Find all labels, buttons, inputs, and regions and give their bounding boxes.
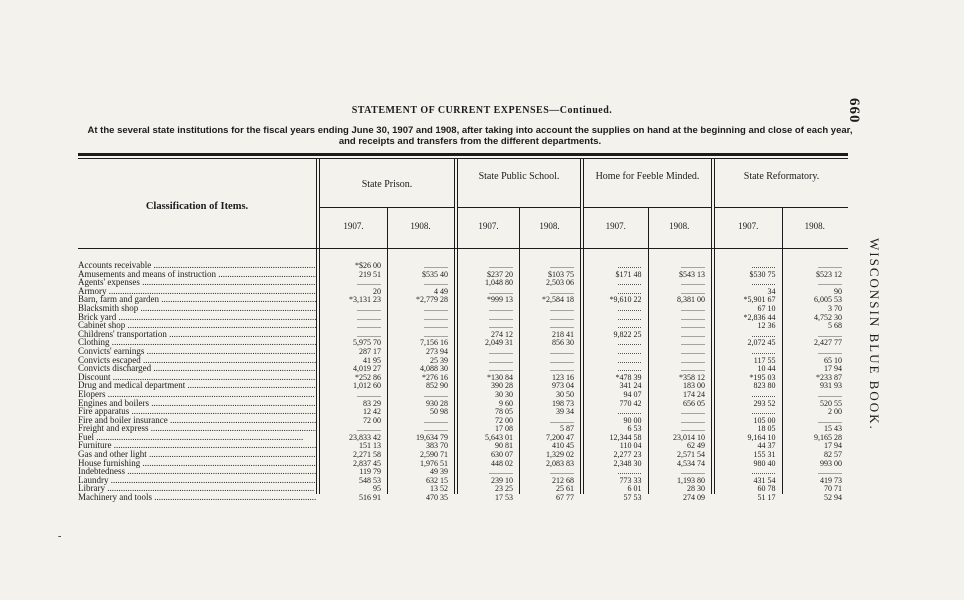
row-label: Drug and medical department ..... — [78, 381, 316, 390]
row-value: 12 42 — [363, 407, 381, 417]
row-value: 856 30 — [552, 338, 574, 348]
row-value: 12 36 — [757, 321, 776, 331]
table-row — [78, 295, 848, 304]
row-value: *3,131 23 — [349, 295, 381, 305]
body-divider — [316, 249, 317, 494]
row-value: 110 04 — [619, 441, 642, 451]
row-value: *5,901 67 — [743, 295, 776, 305]
row-value: 44 37 — [757, 441, 776, 451]
row-value: 5 68 — [828, 321, 842, 331]
row-label: Cabinet shop ..... — [78, 321, 316, 330]
row-value: *2,584 18 — [542, 295, 574, 305]
row-value: 5,975 70 — [353, 338, 381, 348]
row-value: 2 00 — [828, 407, 842, 417]
row-label: Laundry ..... — [78, 476, 316, 485]
row-value: *2,779 28 — [416, 295, 448, 305]
group-divider — [454, 159, 455, 248]
row-value: 62 49 — [687, 441, 705, 451]
body-divider — [454, 249, 455, 494]
row-label: Library ..... — [78, 484, 316, 493]
row-value: 30 50 — [556, 389, 574, 399]
body-divider — [319, 249, 320, 494]
row-value: 70 71 — [824, 484, 842, 494]
row-label: Fuel ..... — [78, 433, 316, 442]
group-header: State Prison. — [361, 179, 413, 190]
expenses-table — [78, 153, 848, 502]
row-value: 287 17 — [359, 346, 381, 356]
table-row — [78, 338, 848, 347]
row-value: *358 12 — [679, 372, 705, 382]
row-value: 174 24 — [683, 389, 705, 399]
row-value: 17 94 — [824, 441, 842, 451]
row-value: 6 53 — [627, 424, 642, 434]
row-value: 770 42 — [619, 398, 642, 408]
row-value: 218 41 — [552, 329, 574, 339]
row-value: 470 35 — [426, 493, 448, 503]
row-value: 90 — [834, 286, 842, 296]
table-row — [78, 441, 848, 450]
row-value: *9,610 22 — [609, 295, 642, 305]
group-header: State Reformatory. — [743, 171, 820, 182]
row-value: 72 00 — [495, 415, 513, 425]
year-header: 1908. — [804, 221, 825, 231]
table-row — [78, 424, 848, 433]
year-header: 1908. — [669, 221, 690, 231]
row-value: 15 43 — [824, 424, 842, 434]
row-value: *478 39 — [615, 372, 642, 382]
row-value: 980 40 — [753, 458, 776, 468]
row-value: $543 13 — [679, 269, 705, 279]
row-value: 7,200 47 — [546, 432, 574, 442]
table-row — [78, 484, 848, 493]
table-row — [78, 390, 848, 399]
row-value: 9,164 10 — [747, 432, 776, 442]
row-value: 13 52 — [430, 484, 448, 494]
table-row — [78, 330, 848, 339]
table-row — [78, 373, 848, 382]
row-value: 12,344 58 — [609, 432, 642, 442]
row-value: 67 10 — [757, 303, 776, 313]
body-divider — [714, 249, 715, 494]
row-value: $530 75 — [749, 269, 776, 279]
year-header: 1907. — [343, 221, 364, 231]
row-value: 293 52 — [753, 398, 776, 408]
group-divider — [319, 159, 320, 248]
row-value: 4,019 27 — [353, 364, 381, 374]
row-value: 117 55 — [753, 355, 776, 365]
group-divider — [316, 159, 317, 248]
table-row — [78, 356, 848, 365]
row-value: 931 93 — [820, 381, 842, 391]
row-value: 2,503 06 — [546, 278, 574, 288]
row-value: 4,534 74 — [677, 458, 705, 468]
row-value: 52 94 — [824, 493, 842, 503]
row-value: 274 12 — [491, 329, 513, 339]
body-divider — [457, 249, 458, 494]
row-label: Accounts receivable ..... — [78, 261, 316, 270]
row-value: 6,005 53 — [814, 295, 842, 305]
row-value: 198 73 — [552, 398, 574, 408]
row-value: 1,976 51 — [420, 458, 448, 468]
row-value: *233 87 — [816, 372, 842, 382]
row-value: 852 90 — [426, 381, 448, 391]
table-row — [78, 381, 848, 390]
row-value: 773 33 — [619, 475, 642, 485]
row-label: Armory ..... — [78, 287, 316, 296]
table-row — [78, 433, 848, 442]
row-value: 9 60 — [499, 398, 513, 408]
row-value: 20 — [373, 286, 381, 296]
body-divider — [648, 249, 649, 494]
table-row — [78, 270, 848, 279]
row-value: 9,822 25 — [613, 329, 642, 339]
row-value: 183 00 — [683, 381, 705, 391]
row-value: 94 07 — [623, 389, 642, 399]
row-value: 2,049 31 — [485, 338, 513, 348]
row-value: 23,014 10 — [673, 432, 705, 442]
row-value: *$26 00 — [355, 261, 381, 270]
table-row — [78, 407, 848, 416]
row-value: 273 94 — [426, 346, 448, 356]
row-label: Engines and boilers ..... — [78, 399, 316, 408]
row-value: 19,634 79 — [416, 432, 448, 442]
row-value: 23 25 — [495, 484, 513, 494]
row-label: Freight and express ..... — [78, 424, 316, 433]
row-value: 2,837 45 — [353, 458, 381, 468]
row-value: 155 31 — [753, 450, 776, 460]
year-header: 1907. — [738, 221, 759, 231]
row-value: *195 03 — [749, 372, 776, 382]
row-value: $523 12 — [816, 269, 842, 279]
row-label: Machinery and tools ..... — [78, 493, 316, 502]
row-value: 10 44 — [757, 364, 776, 374]
row-value: 8,381 00 — [677, 295, 705, 305]
body-divider — [782, 249, 783, 494]
row-value: 65 10 — [824, 355, 842, 365]
row-value: 57 53 — [623, 493, 642, 503]
row-value: 341 24 — [619, 381, 642, 391]
row-label: House furnishing ..... — [78, 459, 316, 468]
row-label: Childrens' transportation ..... — [78, 330, 316, 339]
table-row — [78, 304, 848, 313]
row-value: *252 86 — [355, 372, 381, 382]
table-row — [78, 313, 848, 322]
row-value: 7,156 16 — [420, 338, 448, 348]
table-row — [78, 347, 848, 356]
row-value: 9,165 28 — [814, 432, 842, 442]
row-label: Convicts discharged ..... — [78, 364, 316, 373]
row-value: $171 48 — [615, 269, 642, 279]
row-value: 49 39 — [430, 467, 448, 477]
row-value: 2,571 54 — [677, 450, 705, 460]
row-value: $535 40 — [422, 269, 448, 279]
row-value: 72 00 — [363, 415, 381, 425]
year-header: 1908. — [539, 221, 560, 231]
row-value: 123 16 — [552, 372, 574, 382]
corner-mark: - — [58, 531, 62, 542]
row-value: 516 91 — [359, 493, 381, 503]
row-value: 5,643 01 — [485, 432, 513, 442]
row-value: 17 08 — [495, 424, 513, 434]
table-row — [78, 399, 848, 408]
table-row — [78, 467, 848, 476]
row-value: 431 54 — [753, 475, 776, 485]
row-value: 1,193 80 — [677, 475, 705, 485]
year-header: 1908. — [410, 221, 431, 231]
group-divider — [580, 159, 581, 248]
row-value: 39 34 — [556, 407, 574, 417]
group-header: State Public School. — [478, 171, 560, 182]
row-value: $237 20 — [487, 269, 513, 279]
page-subtitle: At the several state institutions for the fiscal years ending June 30, 1907 and 1908, after taking into account the supplies on hand at the beginning and close of each year, and receipts and transfers from the different departments. — [87, 125, 853, 147]
row-value: 60 78 — [757, 484, 776, 494]
row-label: Convicts escaped ..... — [78, 356, 316, 365]
row-value: 930 28 — [426, 398, 448, 408]
row-value: 973 04 — [552, 381, 574, 391]
row-value: 993 00 — [820, 458, 842, 468]
row-label: Furniture ..... — [78, 441, 316, 450]
row-value: 630 07 — [491, 450, 513, 460]
row-value: 410 45 — [552, 441, 574, 451]
row-value: 90 81 — [495, 441, 513, 451]
row-value: 83 29 — [363, 398, 381, 408]
classification-header: Classification of Items. — [145, 201, 249, 212]
row-label: Indebtedness ..... — [78, 467, 316, 476]
row-value: 823 80 — [753, 381, 776, 391]
body-divider — [387, 249, 388, 494]
table-row — [78, 459, 848, 468]
row-value: 25 39 — [430, 355, 448, 365]
row-label: Agents' expenses ..... — [78, 278, 316, 287]
table-body — [78, 261, 848, 502]
row-value: 390 28 — [491, 381, 513, 391]
row-label: Convicts' earnings ..... — [78, 347, 316, 356]
row-label: Amusements and means of instruction ..... — [78, 270, 316, 279]
row-value: 2,348 30 — [613, 458, 642, 468]
row-value: 25 61 — [556, 484, 574, 494]
row-value: 2,072 45 — [747, 338, 776, 348]
row-value: 383 70 — [426, 441, 448, 451]
row-value: 90 00 — [623, 415, 642, 425]
group-divider — [711, 159, 712, 248]
row-value: *2,836 44 — [743, 312, 776, 322]
row-value: 4 49 — [434, 286, 448, 296]
row-value: 41 95 — [363, 355, 381, 365]
row-value: 34 — [767, 286, 776, 296]
row-value: 448 02 — [491, 458, 513, 468]
body-divider — [519, 249, 520, 494]
row-value: 151 13 — [359, 441, 381, 451]
table-row — [78, 493, 848, 502]
row-value: 2,427 77 — [814, 338, 842, 348]
row-value: 632 15 — [426, 475, 448, 485]
row-label: Discount ..... — [78, 373, 316, 382]
row-value: 78 05 — [495, 407, 513, 417]
row-value: 212 68 — [552, 475, 574, 485]
row-label: Fire apparatus ..... — [78, 407, 316, 416]
table-row — [78, 261, 848, 270]
body-divider — [711, 249, 712, 494]
row-value: 18 05 — [757, 424, 776, 434]
row-value: 274 09 — [683, 493, 705, 503]
row-value: $103 75 — [548, 269, 574, 279]
table-header — [78, 159, 848, 249]
row-value: 50 98 — [430, 407, 448, 417]
row-label: Fire and boiler insurance ..... — [78, 416, 316, 425]
row-value: 2,083 83 — [546, 458, 574, 468]
row-value: 17 94 — [824, 364, 842, 374]
body-divider — [580, 249, 581, 494]
row-label: Barn, farm and garden ..... — [78, 295, 316, 304]
table-top-rule — [78, 153, 848, 156]
row-value: 3 70 — [828, 303, 842, 313]
row-value: 1,048 80 — [485, 278, 513, 288]
row-value: 1,329 02 — [546, 450, 574, 460]
body-divider — [583, 249, 584, 494]
row-value: 239 10 — [491, 475, 513, 485]
row-value: 6 01 — [627, 484, 642, 494]
table-row — [78, 364, 848, 373]
row-label: Blacksmith shop ..... — [78, 304, 316, 313]
row-value: 4,088 30 — [420, 364, 448, 374]
page-number: 660 — [846, 98, 862, 124]
row-value: 30 30 — [495, 389, 513, 399]
page-title: STATEMENT OF CURRENT EXPENSES—Continued. — [351, 105, 613, 116]
table-row — [78, 450, 848, 459]
row-value: 548 53 — [359, 475, 381, 485]
row-value: 1,012 60 — [353, 381, 381, 391]
table-row — [78, 416, 848, 425]
row-label: Clothing ..... — [78, 338, 316, 347]
row-value: 2,590 71 — [420, 450, 448, 460]
row-value: 28 30 — [687, 484, 705, 494]
row-value: 119 79 — [359, 467, 381, 477]
table-row — [78, 287, 848, 296]
row-value: 520 55 — [820, 398, 842, 408]
row-value: 105 00 — [753, 415, 776, 425]
table-row — [78, 321, 848, 330]
row-value: 5 87 — [560, 424, 574, 434]
year-header: 1907. — [605, 221, 626, 231]
row-value: 2,277 23 — [613, 450, 642, 460]
row-value: *999 13 — [487, 295, 513, 305]
row-value: 51 17 — [757, 493, 776, 503]
row-value: 23,833 42 — [349, 432, 381, 442]
running-head: WISCONSIN BLUE BOOK. — [867, 238, 882, 431]
row-value: 95 — [373, 484, 381, 494]
year-header: 1907. — [478, 221, 499, 231]
row-value: 656 05 — [683, 398, 705, 408]
row-label: Gas and other light ..... — [78, 450, 316, 459]
row-value: *130 84 — [487, 372, 513, 382]
row-value: 419 73 — [820, 475, 842, 485]
row-value: 4,752 30 — [814, 312, 842, 322]
row-label: Elopers ..... — [78, 390, 316, 399]
row-value: 67 77 — [556, 493, 574, 503]
row-value: 82 57 — [824, 450, 842, 460]
row-value: 2,271 58 — [353, 450, 381, 460]
row-value: 17 53 — [495, 493, 513, 503]
row-value: 219 51 — [359, 269, 381, 279]
table-row — [78, 476, 848, 485]
group-header: Home for Feeble Minded. — [595, 171, 700, 182]
row-label: Brick yard ..... — [78, 313, 316, 322]
table-row — [78, 278, 848, 287]
row-value: *276 16 — [422, 372, 448, 382]
